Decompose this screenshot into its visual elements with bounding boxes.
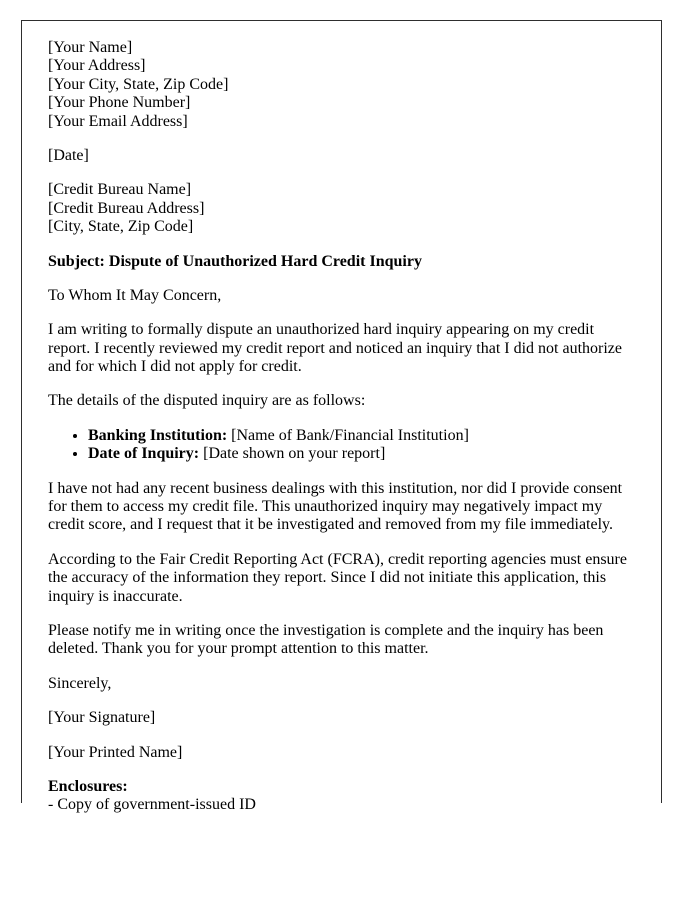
signature-placeholder: [Your Signature] bbox=[48, 709, 156, 727]
recipient-bureau-name: [Credit Bureau Name] bbox=[48, 181, 192, 199]
printed-name-placeholder: [Your Printed Name] bbox=[48, 743, 183, 761]
date-of-inquiry-value: [Date shown on your report] bbox=[203, 445, 386, 463]
sender-name: [Your Name] bbox=[48, 39, 133, 56]
subject-line: Subject: Dispute of Unauthorized Hard Credit Inquiry bbox=[48, 252, 422, 270]
enclosures-heading: Enclosures: bbox=[48, 777, 128, 795]
letter-document bbox=[21, 20, 662, 814]
paragraph-consent: I have not had any recent business dealings with this institution, nor did I provide consent for them to access my credit file. This unauthorized inquiry may negatively impact my credit score, and I request that it be investigated and removed from my file immediately. bbox=[48, 479, 623, 534]
sender-city-state-zip: [Your City, State, Zip Code] bbox=[48, 75, 229, 93]
list-item-date-of-inquiry bbox=[88, 445, 635, 463]
salutation: To Whom It May Concern, bbox=[48, 286, 222, 304]
banking-institution-value: [Name of Bank/Financial Institution] bbox=[231, 426, 469, 444]
date-line: [Date] bbox=[48, 146, 89, 164]
recipient-city-state-zip: [City, State, Zip Code] bbox=[48, 218, 194, 236]
details-lead: The details of the disputed inquiry are as follows: bbox=[48, 392, 366, 410]
sender-address-block bbox=[48, 39, 635, 131]
closing: Sincerely, bbox=[48, 674, 112, 692]
banking-institution-label: Banking Institution: bbox=[88, 426, 228, 444]
date-of-inquiry-label: Date of Inquiry: bbox=[88, 445, 200, 463]
recipient-bureau-address: [Credit Bureau Address] bbox=[48, 199, 205, 217]
disputed-inquiry-details-list bbox=[48, 427, 635, 464]
sender-address: [Your Address] bbox=[48, 57, 146, 75]
paragraph-notify: Please notify me in writing once the investigation is complete and the inquiry has been deleted. Thank you for your prompt attention to this matter. bbox=[48, 621, 604, 658]
paragraph-intro: I am writing to formally dispute an unauthorized hard inquiry appearing on my credit report. I recently reviewed my credit report and noticed an inquiry that I did not authorize and for which I did not apply for credit. bbox=[48, 321, 623, 376]
list-item-banking-institution bbox=[88, 427, 635, 445]
paragraph-fcra: According to the Fair Credit Reporting Act (FCRA), credit reporting agencies must ensure the accuracy of the information they report. Since I did not initiate this application, this inquiry is inaccurate. bbox=[48, 550, 627, 605]
recipient-address-block bbox=[48, 181, 635, 236]
enclosures-block bbox=[48, 778, 635, 815]
enclosure-item: - Copy of government-issued ID bbox=[48, 796, 256, 814]
sender-phone: [Your Phone Number] bbox=[48, 94, 191, 112]
sender-email: [Your Email Address] bbox=[48, 112, 188, 130]
